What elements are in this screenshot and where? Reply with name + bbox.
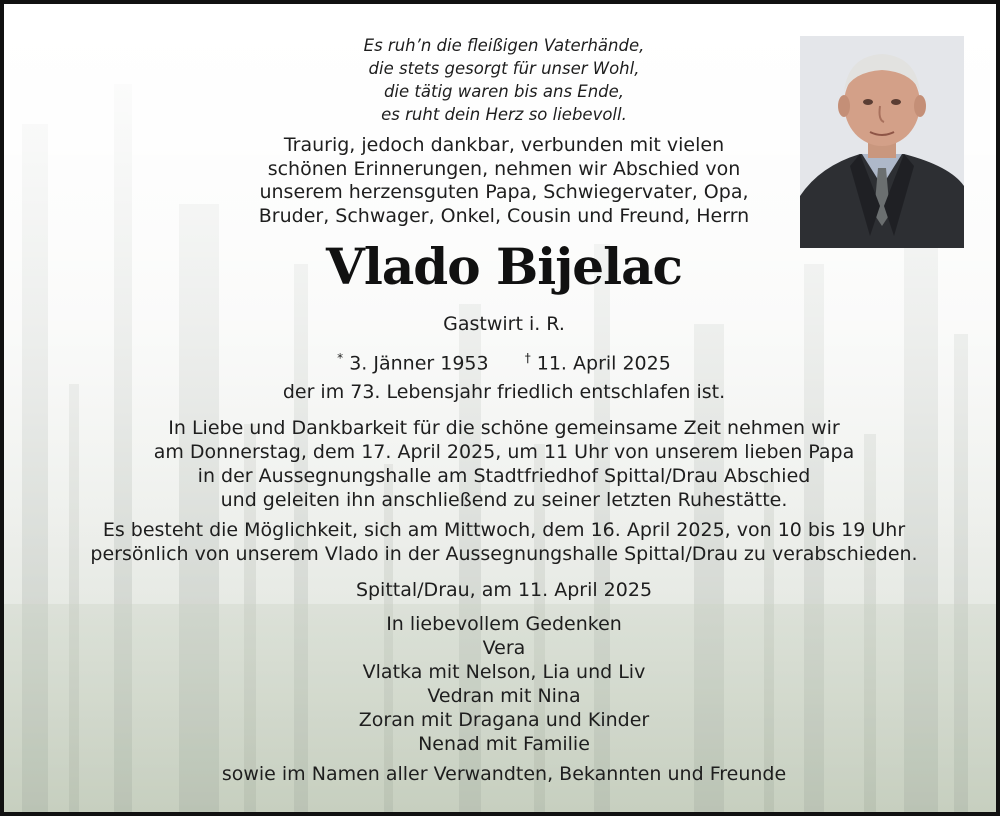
intro-line: Bruder, Schwager, Onkel, Cousin und Freund, Herrn xyxy=(258,204,750,227)
viewing-line: persönlich von unserem Vlado in der Aussegnungshalle Spittal/Drau zu verabschieden. xyxy=(90,543,918,565)
intro-line: schönen Erinnerungen, nehmen wir Abschied von xyxy=(267,157,741,180)
memorial-poem xyxy=(304,34,704,126)
mourners-heading: In liebevollem Gedenken xyxy=(386,613,622,635)
poem-line: die tätig waren bis ans Ende, xyxy=(383,82,625,101)
death-date: 11. April 2025 xyxy=(536,352,671,375)
intro-line: unserem herzensguten Papa, Schwiegervater, Opa, xyxy=(259,181,749,203)
ceremony-line: In Liebe und Dankbarkeit für die schöne gemeinsame Zeit nehmen wir xyxy=(168,417,840,439)
mourner-name: Zoran mit Dragana und Kinder xyxy=(358,709,650,731)
closing-text: sowie im Namen aller Verwandten, Bekannten und Freunde xyxy=(221,763,787,785)
poem-line: Es ruh’n die fleißigen Vaterhände, xyxy=(363,36,645,55)
death-symbol: † xyxy=(524,351,531,365)
passed-text: der im 73. Lebensjahr friedlich entschlafen ist. xyxy=(282,381,726,403)
intro-text xyxy=(219,134,789,228)
ceremony-line: und geleiten ihn anschließend zu seiner letzten Ruhestätte. xyxy=(220,489,788,511)
place-date: Spittal/Drau, am 11. April 2025 xyxy=(355,579,653,601)
ceremony-line: am Donnerstag, dem 17. April 2025, um 11 Uhr von unserem lieben Papa xyxy=(153,441,855,463)
mourners-list xyxy=(154,612,854,756)
ceremony-line: in der Aussegnungshalle am Stadtfriedhof Spittal/Drau Abschied xyxy=(197,465,811,487)
ceremony-text xyxy=(44,416,964,512)
poem-line: es ruht dein Herz so liebevoll. xyxy=(381,105,627,124)
birth-symbol: * xyxy=(337,351,344,365)
poem-line: die stets gesorgt für unser Wohl, xyxy=(368,59,640,78)
deceased-name: Vlado Bijelac xyxy=(326,237,682,296)
mourner-name: Vera xyxy=(482,637,526,659)
mourner-name: Vlatka mit Nelson, Lia und Liv xyxy=(362,661,646,683)
birth-date: 3. Jänner 1953 xyxy=(349,352,489,375)
deceased-role: Gastwirt i. R. xyxy=(443,313,565,335)
mourner-name: Nenad mit Familie xyxy=(418,733,590,755)
viewing-line: Es besteht die Möglichkeit, sich am Mittwoch, dem 16. April 2025, von 10 bis 19 Uhr xyxy=(102,519,906,541)
portrait-photo xyxy=(800,36,964,248)
mourner-name: Vedran mit Nina xyxy=(427,685,581,707)
life-dates xyxy=(304,346,704,375)
viewing-text xyxy=(24,518,984,566)
intro-line: Traurig, jedoch dankbar, verbunden mit vielen xyxy=(283,134,725,156)
